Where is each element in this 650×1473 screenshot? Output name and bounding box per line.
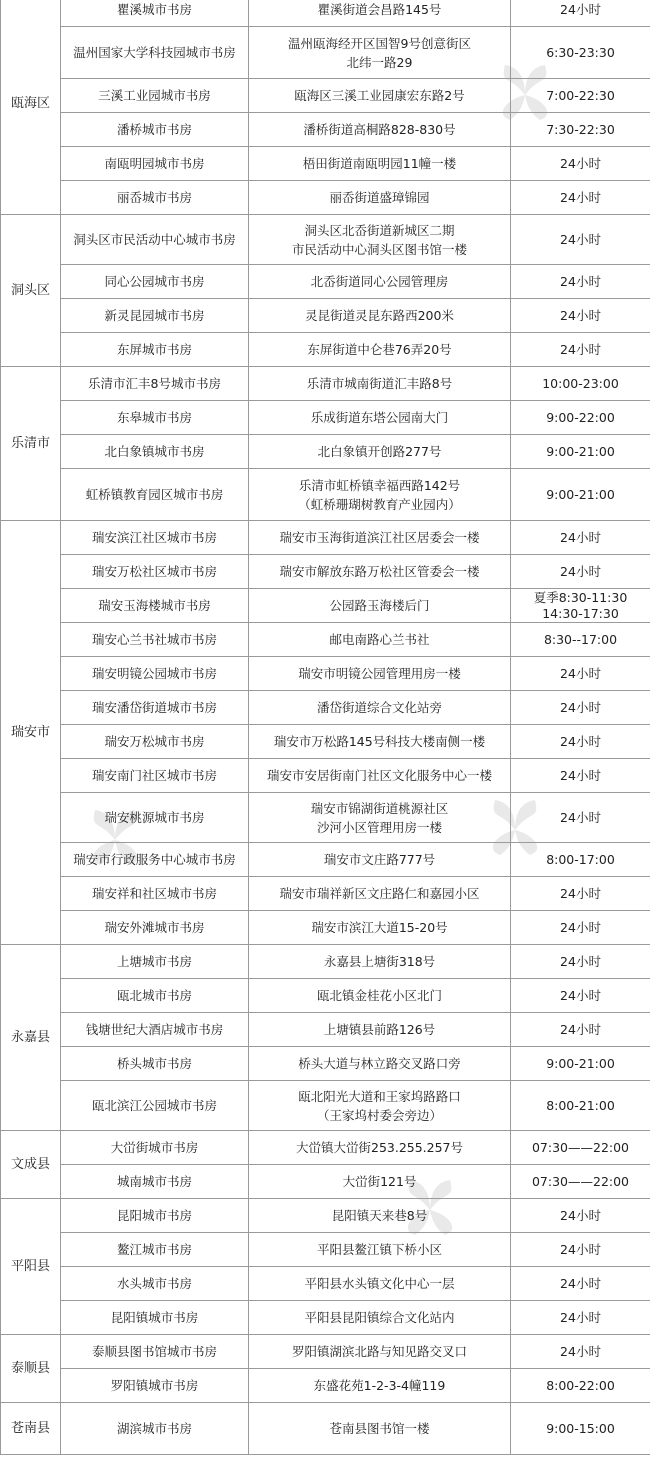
opening-hours [511,147,650,181]
hours-line: 24小时 [560,1208,601,1223]
opening-hours [511,843,650,877]
bookroom-address [249,555,511,589]
table-row [1,1131,650,1165]
table-row [1,759,650,793]
opening-hours [511,401,650,435]
hours-line: 7:00-22:30 [546,88,615,103]
hours-line: 24小时 [560,156,601,171]
hours-line: 24小时 [560,954,601,969]
address-line: 瓯北阳光大道和王家坞路路口 [298,1088,461,1104]
address-line: 瓯海区三溪工业园康宏东路2号 [294,88,465,103]
bookroom-address [249,1301,511,1335]
bookroom-address [249,181,511,215]
opening-hours [511,691,650,725]
address-line: 丽岙街道盛璋锦园 [329,190,430,205]
bookroom-address [249,979,511,1013]
hours-line: 24小时 [560,274,601,289]
address-line: 邮电南路心兰书社 [329,632,430,647]
hours-line: 8:00-22:00 [546,1378,615,1393]
opening-hours [511,1403,650,1455]
table-row [1,401,650,435]
hours-line: 24小时 [560,734,601,749]
opening-hours [511,1199,650,1233]
address-line: 北纬一路29 [346,54,413,70]
address-line: 平阳县昆阳镇综合文化站内 [304,1310,455,1325]
table-row [1,945,650,979]
address-line: 乐成街道东塔公园南大门 [310,410,449,425]
bookroom-name: 昆阳城市书房 [61,1199,249,1233]
hours-line: 9:00-21:00 [546,487,615,502]
bookroom-address [249,623,511,657]
opening-hours [511,555,650,589]
table-row [1,469,650,521]
opening-hours [511,1301,650,1335]
hours-line: 24小时 [560,1344,601,1359]
table-row [1,793,650,843]
bookroom-address [249,521,511,555]
bookroom-name: 瑞安心兰书社城市书房 [61,623,249,657]
opening-hours [511,521,650,555]
opening-hours [511,469,650,521]
opening-hours [511,1131,650,1165]
table-row [1,843,650,877]
bookroom-address [249,1335,511,1369]
address-line: 潘桥街道高桐路828-830号 [303,122,456,137]
bookroom-address [249,945,511,979]
hours-line: 24小时 [560,564,601,579]
table-row [1,1403,650,1455]
address-line: 市民活动中心洞头区图书馆一楼 [291,241,467,257]
table-row [1,1047,650,1081]
bookroom-name: 东皋城市书房 [61,401,249,435]
table-row [1,877,650,911]
table-row [1,113,650,147]
bookroom-name: 桥头城市书房 [61,1047,249,1081]
bookroom-name: 丽岙城市书房 [61,181,249,215]
address-line: 上塘镇县前路126号 [323,1022,436,1037]
address-line: 瞿溪街道会昌路145号 [317,2,442,17]
bookroom-name: 瑞安南门社区城市书房 [61,759,249,793]
hours-line: 8:30--17:00 [543,632,618,647]
address-line: 公园路玉海楼后门 [329,598,430,613]
bookroom-address [249,265,511,299]
opening-hours [511,1081,650,1131]
bookroom-name: 湖滨城市书房 [61,1403,249,1455]
opening-hours [511,299,650,333]
address-line: 梧田街道南瓯明园11幢一楼 [302,156,457,171]
bookroom-address [249,147,511,181]
opening-hours [511,657,650,691]
opening-hours [511,265,650,299]
opening-hours [511,113,650,147]
bookroom-address [249,1199,511,1233]
bookroom-address [249,1267,511,1301]
opening-hours [511,589,650,623]
table-row [1,1335,650,1369]
hours-line: 07:30——22:00 [531,1174,630,1189]
address-line: 北岙街道同心公园管理房 [310,274,449,289]
bookroom-name: 钱塘世纪大酒店城市书房 [61,1013,249,1047]
hours-line: 24小时 [560,232,601,247]
bookroom-address [249,215,511,265]
hours-line: 6:30-23:30 [546,45,615,60]
bookroom-name: 瑞安万松社区城市书房 [61,555,249,589]
district-cell: 永嘉县 [1,945,61,1131]
opening-hours [511,181,650,215]
bookroom-name: 虹桥镇教育园区城市书房 [61,469,249,521]
hours-line: 14:30-17:30 [542,605,619,621]
bookroom-address [249,657,511,691]
hours-line: 9:00-22:00 [546,410,615,425]
opening-hours [511,759,650,793]
opening-hours [511,623,650,657]
hours-line: 24小时 [560,1242,601,1257]
opening-hours [511,1267,650,1301]
opening-hours [511,1369,650,1403]
district-cell: 洞头区 [1,215,61,367]
bookroom-name: 瓯北滨江公园城市书房 [61,1081,249,1131]
table-row [1,215,650,265]
bookroom-address [249,79,511,113]
hours-line: 24小时 [560,810,601,825]
table-row [1,299,650,333]
bookroom-name: 潘桥城市书房 [61,113,249,147]
address-line: 潘岱街道综合文化站旁 [316,700,442,715]
address-line: 温州瓯海经开区国智9号创意街区 [288,35,471,51]
address-line: 大峃街121号 [342,1174,417,1189]
address-line: 北白象镇开创路277号 [317,444,442,459]
hours-line: 24小时 [560,1022,601,1037]
address-line: 瓯北镇金桂花小区北门 [316,988,442,1003]
opening-hours [511,877,650,911]
table-row [1,0,650,27]
address-line: （虹桥珊瑚树教育产业园内） [298,496,461,512]
opening-hours [511,1335,650,1369]
bookroom-name: 三溪工业园城市书房 [61,79,249,113]
district-cell: 瓯海区 [1,0,61,215]
bookroom-address [249,589,511,623]
address-line: 洞头区北岙街道新城区二期 [304,222,455,238]
table-row [1,367,650,401]
bookroom-address [249,1081,511,1131]
table-row [1,691,650,725]
hours-line: 24小时 [560,2,601,17]
bookroom-name: 同心公园城市书房 [61,265,249,299]
hours-line: 24小时 [560,342,601,357]
opening-hours [511,793,650,843]
hours-line: 10:00-23:00 [542,376,619,391]
address-line: 瑞安市万松路145号科技大楼南侧一楼 [273,734,486,749]
opening-hours [511,435,650,469]
hours-line: 24小时 [560,666,601,681]
bookroom-address [249,877,511,911]
bookroom-address [249,469,511,521]
bookroom-address [249,759,511,793]
bookroom-name: 大峃街城市书房 [61,1131,249,1165]
address-line: 乐清市城南街道汇丰路8号 [306,376,453,391]
opening-hours [511,725,650,759]
hours-line: 24小时 [560,190,601,205]
address-line: 昆阳镇天来巷8号 [331,1208,428,1223]
bookroom-address [249,1369,511,1403]
address-line: 瑞安市滨江大道15-20号 [311,920,448,935]
bookroom-address [249,911,511,945]
bookroom-name: 瓯北城市书房 [61,979,249,1013]
hours-line: 24小时 [560,886,601,901]
address-line: 桥头大道与林立路交叉路口旁 [298,1056,461,1071]
address-line: 瑞安市文庄路777号 [323,852,436,867]
bookroom-name: 瑞安万松城市书房 [61,725,249,759]
bookroom-address [249,793,511,843]
bookroom-name: 温州国家大学科技园城市书房 [61,27,249,79]
address-line: 东屏街道中仑巷76弄20号 [307,342,452,357]
table-row [1,657,650,691]
hours-line: 9:00-21:00 [546,444,615,459]
hours-line: 8:00-21:00 [546,1098,615,1113]
table-row [1,725,650,759]
hours-line: 24小时 [560,768,601,783]
table-row [1,1301,650,1335]
table-row [1,333,650,367]
bookroom-address [249,691,511,725]
bookroom-address [249,333,511,367]
table-row [1,521,650,555]
hours-line: 24小时 [560,700,601,715]
table-row [1,1165,650,1199]
district-cell: 平阳县 [1,1199,61,1335]
hours-line: 7:30-22:30 [546,122,615,137]
hours-line: 8:00-17:00 [546,852,615,867]
bookroom-name: 瑞安桃源城市书房 [61,793,249,843]
bookroom-address [249,367,511,401]
table-row [1,623,650,657]
bookroom-address [249,401,511,435]
table-row [1,1369,650,1403]
table-row [1,1081,650,1131]
table-row [1,265,650,299]
hours-line: 07:30——22:00 [531,1140,630,1155]
bookroom-name: 新灵昆园城市书房 [61,299,249,333]
table-row [1,1013,650,1047]
bookroom-address [249,299,511,333]
opening-hours [511,27,650,79]
opening-hours [511,911,650,945]
opening-hours [511,1013,650,1047]
hours-line: 9:00-21:00 [546,1056,615,1071]
bookroom-name: 瑞安市行政服务中心城市书房 [61,843,249,877]
bookroom-name: 泰顺县图书馆城市书房 [61,1335,249,1369]
district-cell: 瑞安市 [1,521,61,945]
opening-hours [511,1047,650,1081]
bookroom-name: 洞头区市民活动中心城市书房 [61,215,249,265]
bookroom-name: 北白象镇城市书房 [61,435,249,469]
address-line: 瑞安市玉海街道滨江社区居委会一楼 [279,530,480,545]
bookroom-name: 昆阳镇城市书房 [61,1301,249,1335]
bookroom-name: 瑞安祥和社区城市书房 [61,877,249,911]
table-row [1,181,650,215]
address-line: 平阳县水头镇文化中心一层 [304,1276,455,1291]
table-row [1,79,650,113]
table-row [1,1267,650,1301]
bookroom-name: 瑞安潘岱街道城市书房 [61,691,249,725]
opening-hours [511,367,650,401]
bookroom-name: 上塘城市书房 [61,945,249,979]
bookroom-name: 南瓯明园城市书房 [61,147,249,181]
bookroom-name: 瑞安外滩城市书房 [61,911,249,945]
table-row [1,589,650,623]
bookroom-address [249,1403,511,1455]
address-line: 苍南县图书馆一楼 [329,1421,430,1436]
bookroom-name: 城南城市书房 [61,1165,249,1199]
opening-hours [511,945,650,979]
bookroom-address [249,1131,511,1165]
hours-line: 24小时 [560,1276,601,1291]
district-cell: 泰顺县 [1,1335,61,1403]
bookroom-address [249,1165,511,1199]
table-row [1,979,650,1013]
hours-line: 9:00-15:00 [546,1421,615,1436]
bookroom-name: 鳌江城市书房 [61,1233,249,1267]
district-cell: 苍南县 [1,1403,61,1455]
address-line: 灵昆街道灵昆东路西200米 [305,308,454,323]
address-line: 沙河小区管理用房一楼 [316,819,442,835]
bookroom-address [249,27,511,79]
opening-hours [511,0,650,27]
bookroom-address [249,1047,511,1081]
hours-line: 24小时 [560,920,601,935]
district-cell: 乐清市 [1,367,61,521]
bookroom-name: 瞿溪城市书房 [61,0,249,27]
bookroom-name: 罗阳镇城市书房 [61,1369,249,1403]
hours-line: 24小时 [560,530,601,545]
address-line: 瑞安市锦湖街道桃源社区 [310,800,449,816]
address-line: 瑞安市明镜公园管理用房一楼 [298,666,461,681]
address-line: 东盛花苑1-2-3-4幢119 [313,1378,446,1393]
table-row [1,1233,650,1267]
bookroom-address [249,1013,511,1047]
bookroom-address [249,113,511,147]
opening-hours [511,1165,650,1199]
bookroom-address [249,435,511,469]
hours-line: 夏季8:30-11:30 [533,589,628,605]
address-line: 平阳县鳌江镇下桥小区 [316,1242,442,1257]
opening-hours [511,1233,650,1267]
hours-line: 24小时 [560,308,601,323]
address-line: 罗阳镇湖滨北路与知见路交叉口 [291,1344,467,1359]
opening-hours [511,215,650,265]
address-line: 大峃镇大峃街253.255.257号 [295,1140,464,1155]
table-row [1,27,650,79]
table-row [1,555,650,589]
bookroom-name: 瑞安滨江社区城市书房 [61,521,249,555]
opening-hours [511,979,650,1013]
address-line: 瑞安市解放东路万松社区管委会一楼 [279,564,480,579]
bookroom-name: 乐清市汇丰8号城市书房 [61,367,249,401]
address-line: 永嘉县上塘街318号 [323,954,436,969]
address-line: 瑞安市安居街南门社区文化服务中心一楼 [266,768,492,783]
bookroom-name: 东屏城市书房 [61,333,249,367]
bookroom-address [249,1233,511,1267]
hours-line: 24小时 [560,988,601,1003]
hours-line: 24小时 [560,1310,601,1325]
table-row [1,1199,650,1233]
table-row [1,147,650,181]
bookroom-address [249,725,511,759]
address-line: 乐清市虹桥镇幸福西路142号 [298,477,461,493]
opening-hours [511,333,650,367]
address-line: 瑞安市瑞祥新区文庄路仁和嘉园小区 [279,886,480,901]
district-cell: 文成县 [1,1131,61,1199]
opening-hours [511,79,650,113]
bookroom-name: 水头城市书房 [61,1267,249,1301]
bookroom-address [249,0,511,27]
bookroom-name: 瑞安玉海楼城市书房 [61,589,249,623]
table-row [1,435,650,469]
address-line: （王家坞村委会旁边） [316,1107,442,1123]
bookroom-address [249,843,511,877]
table-row [1,911,650,945]
bookroom-name: 瑞安明镜公园城市书房 [61,657,249,691]
